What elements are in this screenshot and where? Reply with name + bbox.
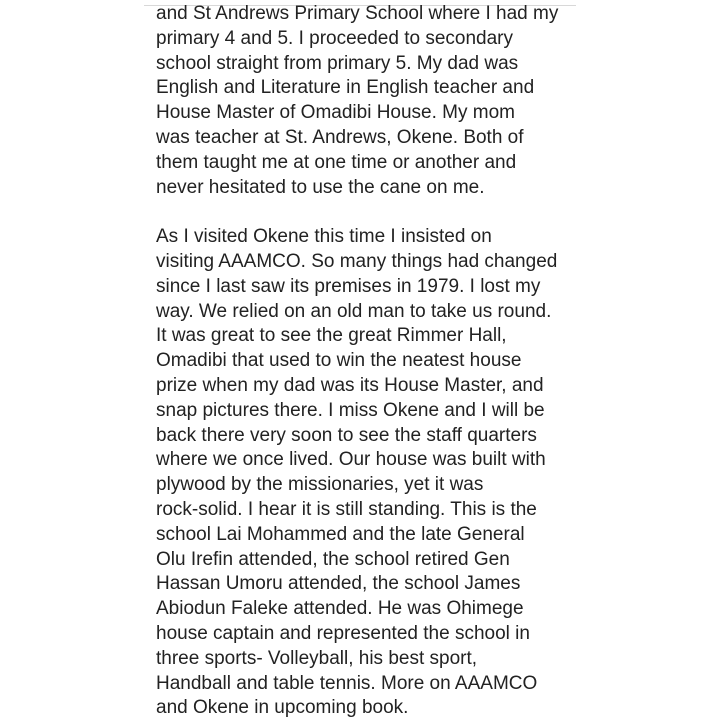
text-line: Abiodun Faleke attended. He was Ohimege <box>156 598 524 620</box>
paragraph-spacer <box>156 200 576 225</box>
text-line: back there very soon to see the staff quarters <box>156 424 537 446</box>
paragraph-1 <box>156 2 576 200</box>
text-line: Omadibi that used to win the neatest house <box>156 350 522 372</box>
text-line: school straight from primary 5. My dad was <box>156 52 519 74</box>
text-line: As I visited Okene this time I insisted on <box>156 226 492 248</box>
text-line: primary 4 and 5. I proceeded to secondary <box>156 27 513 49</box>
text-line: and Okene in upcoming book. <box>156 697 409 719</box>
text-line: English and Literature in English teacher and <box>156 77 535 99</box>
text-line: way. We relied on an old man to take us round. <box>156 300 552 322</box>
paragraph-2 <box>156 225 576 720</box>
text-line: Olu Irefin attended, the school retired Gen <box>156 548 510 570</box>
text-line: rock-solid. I hear it is still standing. This is the <box>156 498 537 520</box>
text-line: It was great to see the great Rimmer Hall, <box>156 325 507 347</box>
text-line: them taught me at one time or another and <box>156 151 517 173</box>
text-line: since I last saw its premises in 1979. I lost my <box>156 275 541 297</box>
text-line: Handball and table tennis. More on AAAMCO <box>156 672 538 694</box>
text-line: snap pictures there. I miss Okene and I will be <box>156 399 545 421</box>
text-line: Hassan Umoru attended, the school James <box>156 573 521 595</box>
text-line: visiting AAAMCO. So many things had changed <box>156 250 558 272</box>
article-text <box>156 2 576 720</box>
text-line: three sports- Volleyball, his best sport, <box>156 647 478 669</box>
text-line: plywood by the missionaries, yet it was <box>156 474 484 496</box>
text-line: where we once lived. Our house was built with <box>156 449 546 471</box>
text-line: never hesitated to use the cane on me. <box>156 176 485 198</box>
text-line: was teacher at St. Andrews, Okene. Both of <box>156 126 524 148</box>
text-line: school Lai Mohammed and the late General <box>156 523 525 545</box>
text-line: House Master of Omadibi House. My mom <box>156 102 516 124</box>
text-line: prize when my dad was its House Master, and <box>156 374 544 396</box>
text-line: house captain and represented the school in <box>156 622 530 644</box>
text-line: and St Andrews Primary School where I had my <box>156 3 559 24</box>
